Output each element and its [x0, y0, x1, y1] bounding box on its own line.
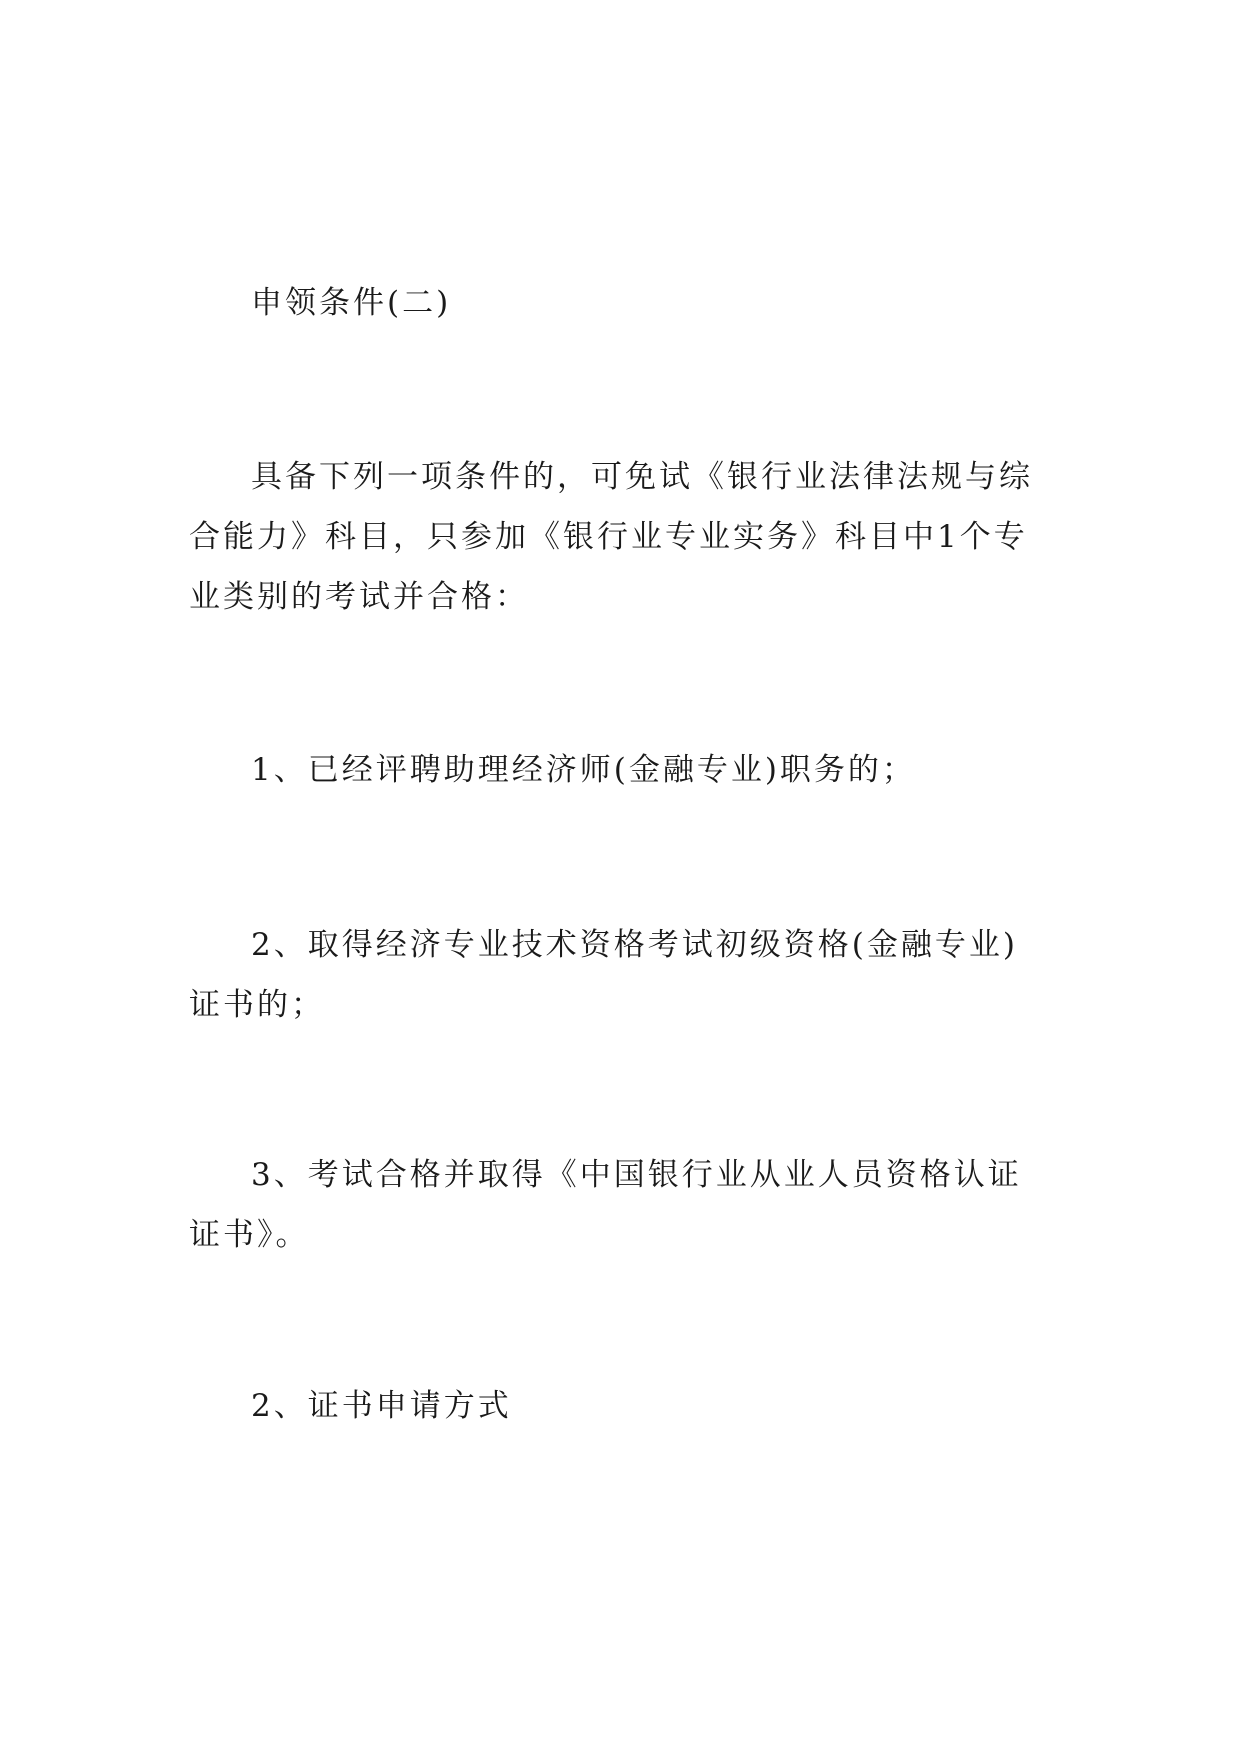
section-heading: 申领条件(二): [251, 285, 452, 321]
section-heading: 2、证书申请方式: [251, 1388, 512, 1424]
list-item: 2、取得经济专业技术资格考试初级资格(金融专业)证书的；: [189, 927, 1018, 1023]
list-item: 3、考试合格并取得《中国银行业从业人员资格认证证书》。: [189, 1157, 1022, 1253]
body-paragraph: 具备下列一项条件的，可免试《银行业法律法规与综合能力》科目，只参加《银行业专业实务》科目中1个专业类别的考试并合格：: [189, 459, 1033, 615]
list-item: 1、已经评聘助理经济师(金融专业)职务的；: [251, 752, 916, 788]
